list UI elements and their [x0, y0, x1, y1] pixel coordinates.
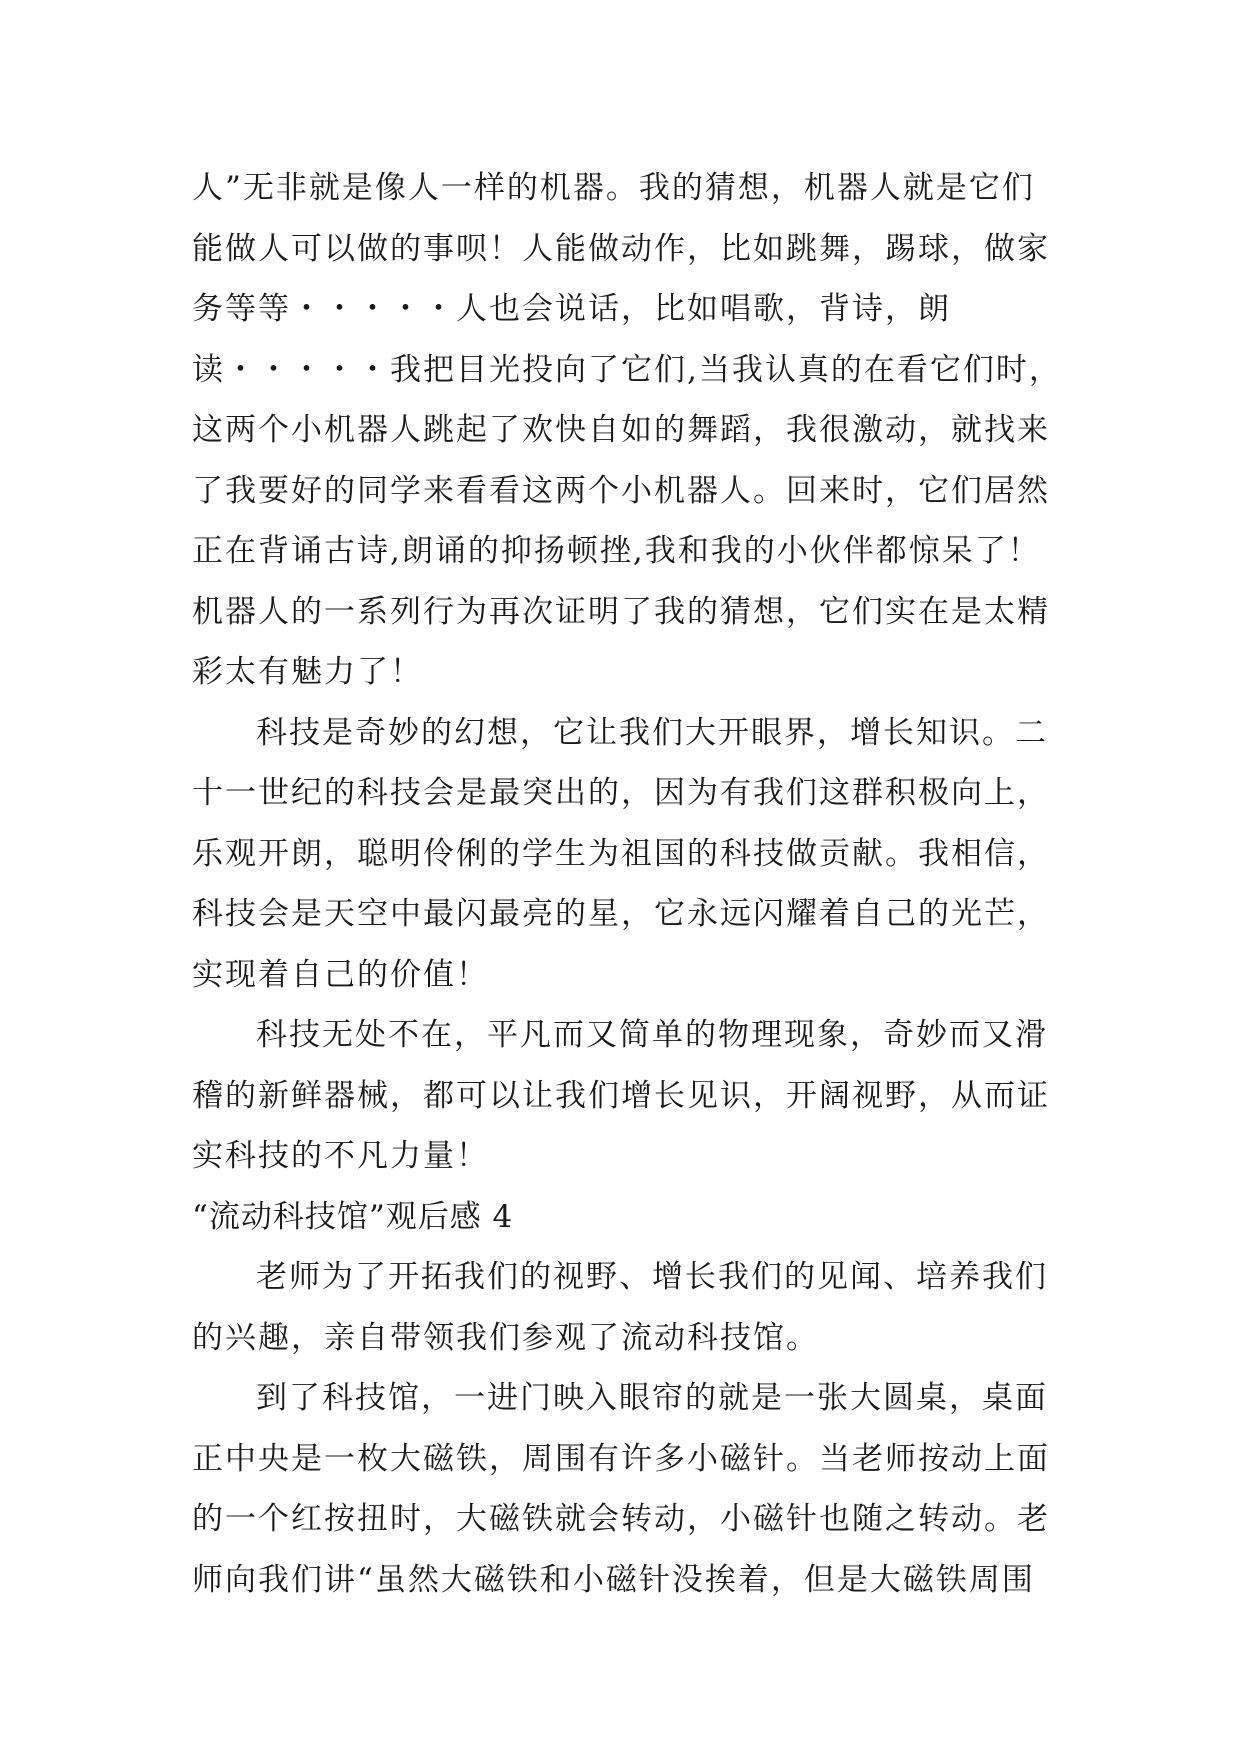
text-line: 能做人可以做的事呗！人能做动作，比如跳舞，踢球，做家 [192, 230, 1050, 267]
paragraph-first-line: 科技是奇妙的幻想，它让我们大开眼界，增长知识。二 [256, 714, 1048, 751]
text-line: 这两个小机器人跳起了欢快自如的舞蹈，我很激动，就找来 [192, 412, 1050, 448]
text-line: 务等等・・・・・人也会说话，比如唱歌，背诗，朗 [192, 291, 951, 327]
text-line: 机器人的一系列行为再次证明了我的猜想，它们实在是太精 [192, 593, 1050, 630]
paragraph-first-line: 到了科技馆，一进门映入眼帘的就是一张大圆桌，桌面 [256, 1380, 1048, 1416]
text-line: 的兴趣，亲自带领我们参观了流动科技馆。 [192, 1319, 819, 1356]
text-line: 实现着自己的价值！ [192, 956, 489, 993]
document-body [192, 158, 1062, 1610]
paragraph-first-line: 老师为了开拓我们的视野、增长我们的见闻、培养我们 [256, 1259, 1048, 1295]
text-line: 彩太有魅力了！ [192, 654, 423, 690]
text-line: 的一个红按扭时，大磁铁就会转动，小磁针也随之转动。老 [192, 1501, 1050, 1537]
text-line: 乐观开朗，聪明伶俐的学生为祖国的科技做贡献。我相信， [192, 835, 1050, 872]
text-line: 正在背诵古诗,朗诵的抑扬顿挫,我和我的小伙伴都惊呆了！ [192, 533, 1041, 569]
text-line: 人”无非就是像人一样的机器。我的猜想，机器人就是它们 [192, 170, 1035, 206]
text-line: 十一世纪的科技会是最突出的，因为有我们这群积极向上， [192, 775, 1050, 811]
text-line: 稽的新鲜器械，都可以让我们增长见识，开阔视野，从而证 [192, 1077, 1050, 1114]
text-line: 实科技的不凡力量！ [192, 1138, 489, 1174]
text-line: 正中央是一枚大磁铁，周围有许多小磁针。当老师按动上面 [192, 1440, 1050, 1477]
section-heading: “流动科技馆”观后感 4 [192, 1198, 514, 1235]
text-line: 科技会是天空中最闪最亮的星，它永远闪耀着自己的光芒， [192, 896, 1050, 932]
paragraph-first-line: 科技无处不在，平凡而又简单的物理现象，奇妙而又滑 [256, 1017, 1048, 1053]
text-line: 读・・・・・我把目光投向了它们,当我认真的在看它们时， [192, 351, 1062, 388]
text-line: 了我要好的同学来看看这两个小机器人。回来时，它们居然 [192, 472, 1050, 509]
text-line: 师向我们讲“虽然大磁铁和小磁针没挨着，但是大磁铁周围 [192, 1561, 1035, 1598]
